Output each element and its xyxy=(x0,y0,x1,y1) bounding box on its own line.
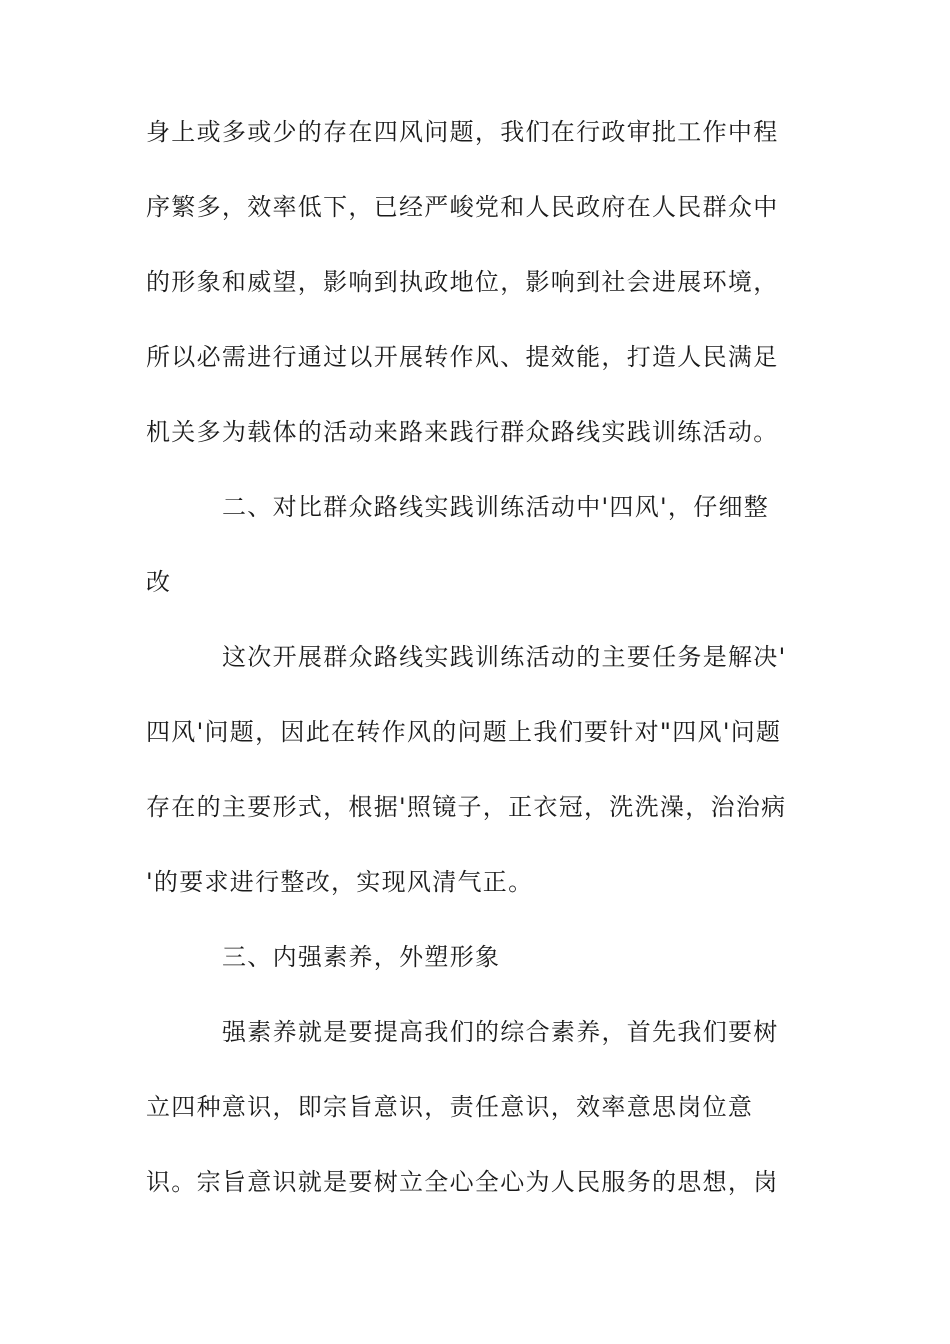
body-line: 序繁多，效率低下，已经严峻党和人民政府在人民群众中 xyxy=(146,193,779,221)
section-heading: 三、内强素养，外塑形象 xyxy=(222,943,501,971)
section-heading-continuation: 改 xyxy=(146,568,172,596)
paragraph-first-line: 这次开展群众路线实践训练活动的主要任务是解决' xyxy=(222,643,787,671)
body-line: 的形象和威望，影响到执政地位，影响到社会进展环境， xyxy=(146,268,779,296)
body-line: 存在的主要形式，根据'照镜子，正衣冠，洗洗澡，治治病 xyxy=(146,793,787,821)
section-heading: 二、对比群众路线实践训练活动中'四风'，仔细整 xyxy=(222,493,770,521)
body-line: '的要求进行整改，实现风清气正。 xyxy=(146,868,534,896)
body-line: 识。宗旨意识就是要树立全心全心为人民服务的思想，岗 xyxy=(146,1168,779,1196)
body-line: 立四种意识，即宗旨意识，责任意识，效率意思岗位意 xyxy=(146,1093,754,1121)
body-line: 所以必需进行通过以开展转作风、提效能，打造人民满足 xyxy=(146,343,779,371)
body-line: 四风'问题，因此在转作风的问题上我们要针对"四风'问题 xyxy=(146,718,782,746)
body-line: 机关多为载体的活动来路来践行群众路线实践训练活动。 xyxy=(146,418,779,446)
body-line: 身上或多或少的存在四风问题，我们在行政审批工作中程 xyxy=(146,118,779,146)
paragraph-first-line: 强素养就是要提高我们的综合素养，首先我们要树 xyxy=(222,1018,779,1046)
